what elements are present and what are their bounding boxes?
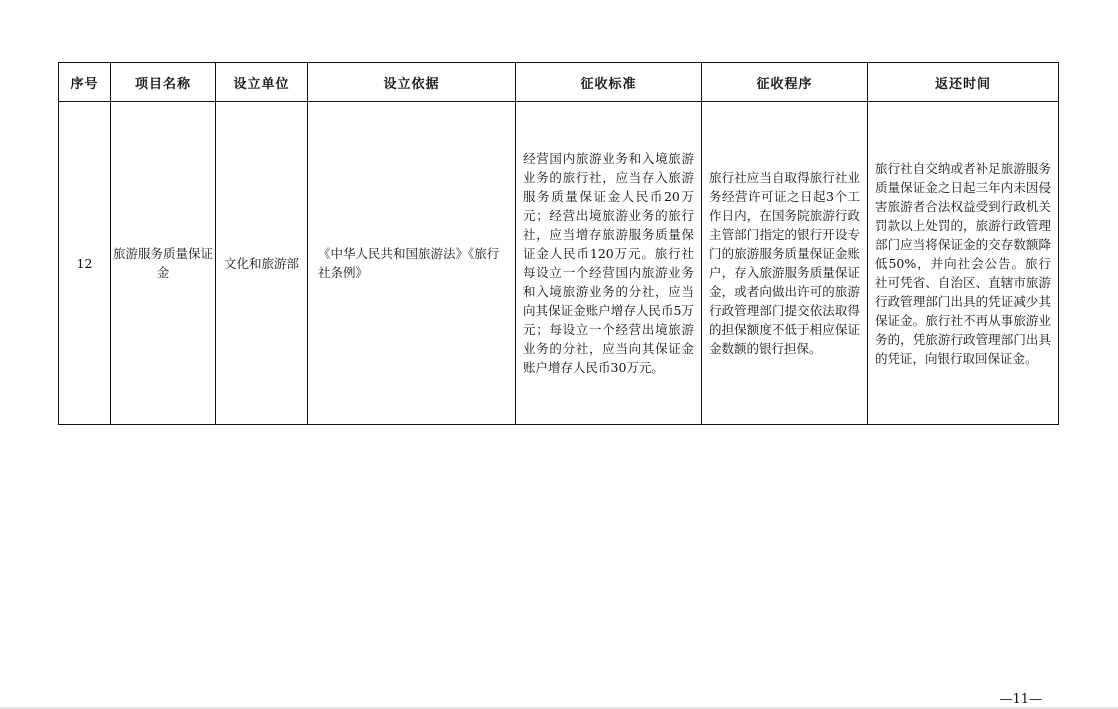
header-procedure: 征收程序 [702, 63, 868, 102]
table-row [59, 102, 1059, 425]
cell-name: 旅游服务质量保证金 [111, 102, 216, 425]
fee-table [58, 62, 1059, 425]
table-header-row [59, 63, 1059, 102]
header-standard: 征收标准 [516, 63, 702, 102]
header-unit: 设立单位 [216, 63, 308, 102]
header-return-time: 返还时间 [868, 63, 1059, 102]
cell-basis: 《中华人民共和国旅游法》《旅行社条例》 [308, 102, 516, 425]
cell-procedure: 旅行社应当自取得旅行社业务经营许可证之日起3个工作日内，在国务院旅游行政主管部门指定的银行开设专门的旅游服务质量保证金账户，存入旅游服务质量保证金，或者向做出许可的旅游行政管理部门提交依法取得的担保额度不低于相应保证金数额的银行担保。 [702, 102, 868, 425]
header-name: 项目名称 [111, 63, 216, 102]
cell-return-time: 旅行社自交纳或者补足旅游服务质量保证金之日起三年内未因侵害旅游者合法权益受到行政机关罚款以上处罚的，旅游行政管理部门应当将保证金的交存数额降低50%，并向社会公告。旅行社可凭省、自治区、直辖市旅游行政管理部门出具的凭证减少其保证金。旅行社不再从事旅游业务的，凭旅游行政管理部门出具的凭证，向银行取回保证金。 [868, 102, 1059, 425]
cell-no: 12 [59, 102, 111, 425]
cell-unit: 文化和旅游部 [216, 102, 308, 425]
header-no: 序号 [59, 63, 111, 102]
cell-standard: 经营国内旅游业务和入境旅游业务的旅行社，应当存入旅游服务质量保证金人民币20万元；经营出境旅游业务的旅行社，应当增存旅游服务质量保证金人民币120万元。旅行社每设立一个经营国内旅游业务和入境旅游业务的分社，应当向其保证金账户增存人民币5万元；每设立一个经营出境旅游业务的分社，应当向其保证金账户增存人民币30万元。 [516, 102, 702, 425]
page-number: —11— [999, 692, 1042, 707]
header-basis: 设立依据 [308, 63, 516, 102]
